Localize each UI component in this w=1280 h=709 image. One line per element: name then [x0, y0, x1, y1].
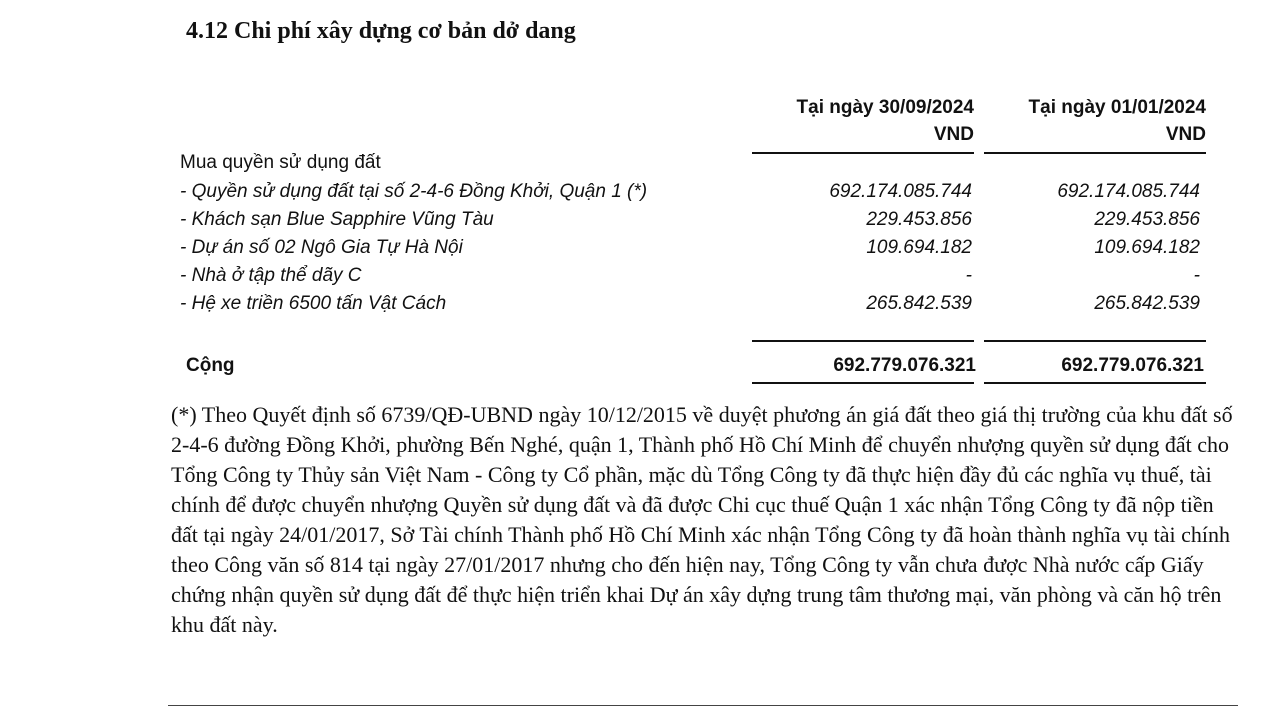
- row-label: - Quyền sử dụng đất tại số 2-4-6 Đồng Khởi, Quận 1 (*): [180, 181, 648, 202]
- row-value-2024-09-30: 265.842.539: [866, 293, 972, 314]
- row-value-2024-01-01: 692.174.085.744: [1057, 181, 1200, 202]
- column-header-unit: VND: [933, 124, 974, 145]
- total-label: Cộng: [186, 355, 235, 376]
- total-row: [186, 355, 1206, 377]
- column-header-2024-01-01: [984, 94, 1206, 148]
- row-value-2024-01-01: -: [1193, 265, 1200, 286]
- column-header-2024-09-30: [752, 94, 974, 148]
- row-label: - Dự án số 02 Ngô Gia Tự Hà Nội: [180, 237, 463, 258]
- column-header-date: Tại ngày 01/01/2024: [1028, 97, 1206, 118]
- column-header-unit: VND: [1165, 124, 1206, 145]
- row-label: - Khách sạn Blue Sapphire Vũng Tàu: [180, 209, 494, 230]
- total-value-2024-01-01: 692.779.076.321: [1061, 355, 1204, 376]
- total-bottom-rule: [752, 382, 974, 384]
- table-row: [176, 293, 1206, 321]
- table-row: [176, 237, 1206, 265]
- table-row: [176, 265, 1206, 293]
- row-value-2024-09-30: 692.174.085.744: [829, 181, 972, 202]
- total-top-rule: [984, 340, 1206, 342]
- table-row: [176, 181, 1206, 209]
- row-value-2024-01-01: 229.453.856: [1094, 209, 1200, 230]
- section-title: 4.12 Chi phí xây dựng cơ bản dở dang: [186, 18, 576, 44]
- column-header-date: Tại ngày 30/09/2024: [796, 97, 974, 118]
- row-value-2024-01-01: 109.694.182: [1094, 237, 1200, 258]
- row-label: - Nhà ở tập thể dãy C: [180, 265, 362, 286]
- row-value-2024-09-30: 229.453.856: [866, 209, 972, 230]
- row-value-2024-09-30: 109.694.182: [866, 237, 972, 258]
- total-value-2024-09-30: 692.779.076.321: [833, 355, 976, 376]
- row-value-2024-09-30: -: [965, 265, 972, 286]
- total-bottom-rule: [984, 382, 1206, 384]
- row-value-2024-01-01: 265.842.539: [1094, 293, 1200, 314]
- group-row: [176, 152, 1206, 180]
- row-label: - Hệ xe triền 6500 tấn Vật Cách: [180, 293, 447, 314]
- table-row: [176, 209, 1206, 237]
- total-top-rule: [752, 340, 974, 342]
- group-label: Mua quyền sử dụng đất: [180, 152, 381, 173]
- page-footer-rule: [168, 705, 1238, 706]
- footnote-paragraph: (*) Theo Quyết định số 6739/QĐ-UBND ngày 10/12/2015 về duyệt phương án giá đất theo giá thị trường của khu đất số 2-4-6 đường Đồng Khởi, phường Bến Nghé, quận 1, Thành phố Hồ Chí Minh để chuyển nhượng quyền sử dụng đất cho Tổng Công ty Thủy sản Việt Nam - Công ty Cổ phần, mặc dù Tổng Công ty đã thực hiện đầy đủ các nghĩa vụ thuế, tài chính để được chuyển nhượng Quyền sử dụng đất và đã được Chi cục thuế Quận 1 xác nhận Tổng Công ty đã nộp tiền đất tại ngày 24/01/2017, Sở Tài chính Thành phố Hồ Chí Minh xác nhận Tổng Công ty đã hoàn thành nghĩa vụ tài chính theo Công văn số 814 tại ngày 27/01/2017 nhưng cho đến hiện nay, Tổng Công ty vẫn chưa được Nhà nước cấp Giấy chứng nhận quyền sử dụng đất để thực hiện triển khai Dự án xây dựng trung tâm thương mại, văn phòng và căn hộ trên khu đất này.: [171, 402, 1233, 637]
